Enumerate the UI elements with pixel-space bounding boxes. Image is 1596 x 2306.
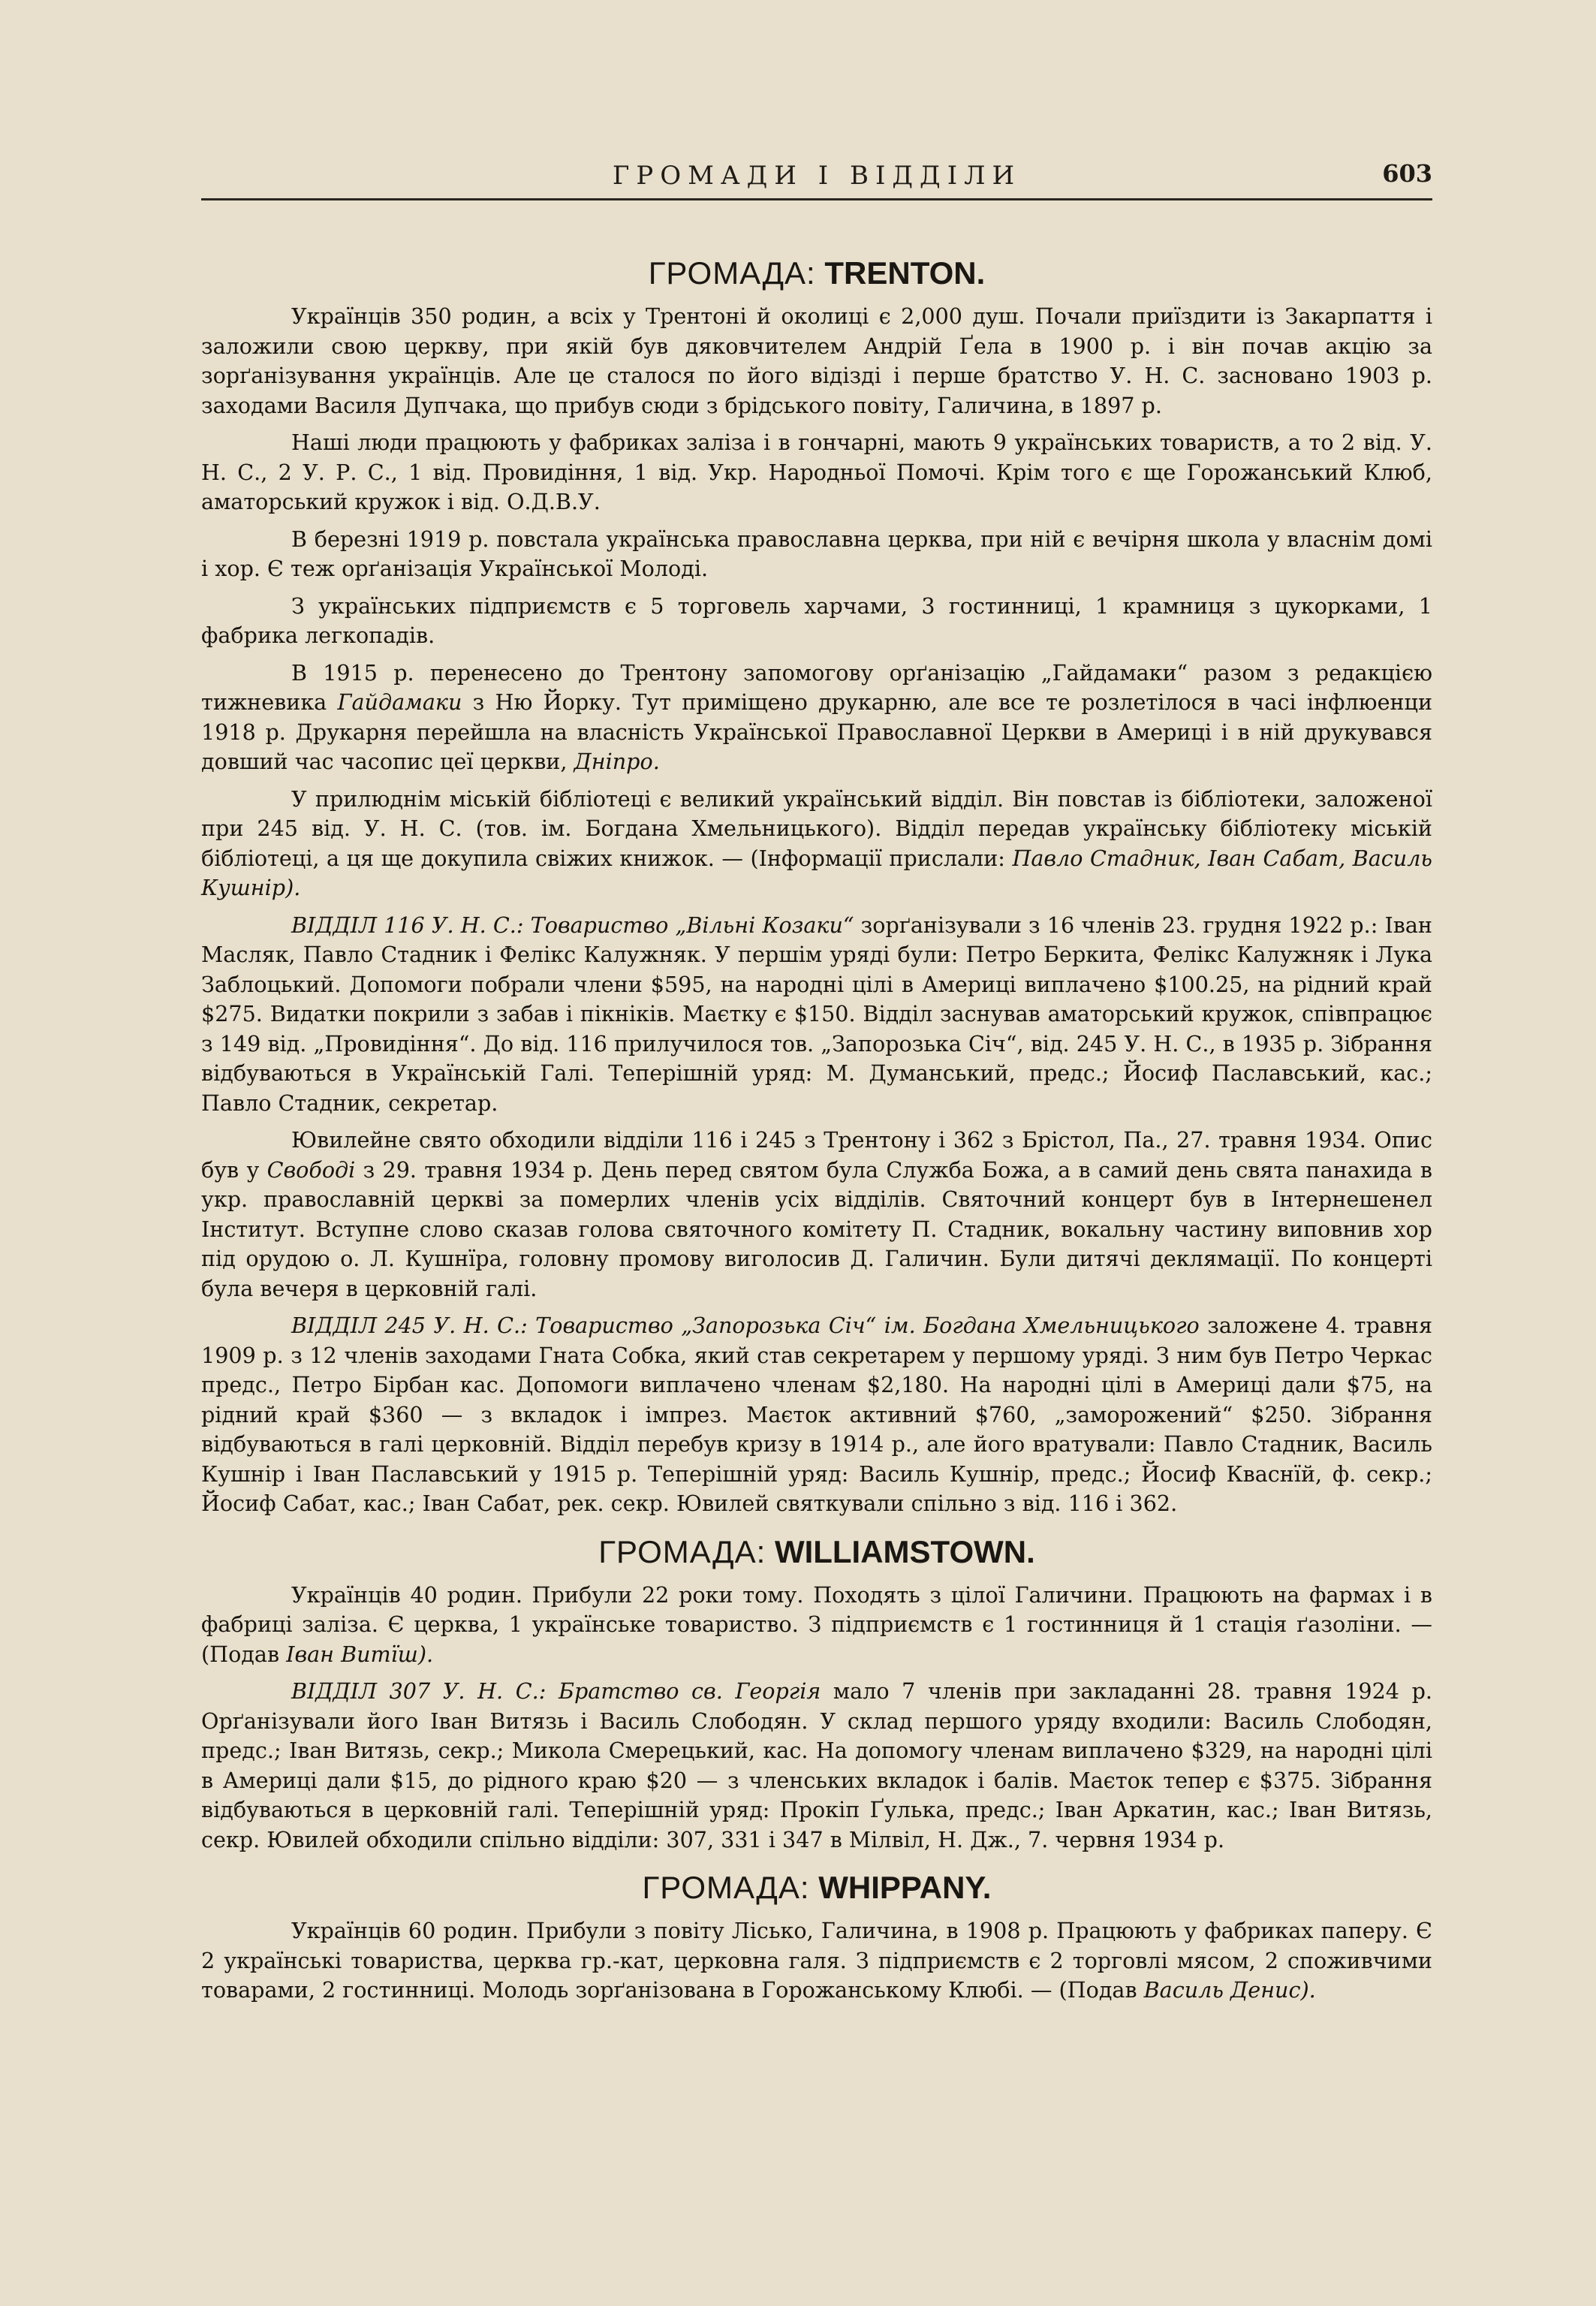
paragraph: З українських підприємств є 5 торговель харчами, 3 гостинниці, 1 крамниця з цукорками, 1 фабрика легкопадів. bbox=[201, 592, 1432, 648]
paragraph bbox=[201, 1126, 1432, 1304]
text-run: В 1915 р. перенесено до Трентону запомогову орґанізацію „Гайдамаки“ разом з редакцією тижневика bbox=[201, 659, 1432, 715]
paragraph: Українців 350 родин, а всіх у Трентоні й околиці є 2,000 душ. Почали приїздити із Закарпаття і заложили свою церкву, при якій був дяковчителем Андрій Ґела в 1900 р. і він почав акцію за зорґанізування українців. Але це сталося по його відізді і перше братство У. Н. С. засновано 1903 р. заходами Василя Дупчака, що прибув сюди з брідського повіту, Галичина, в 1897 р. bbox=[201, 303, 1432, 418]
text-run: з 29. травня 1934 р. День перед святом була Служба Божа, а в самий день свята панахида в укр. православній церкві за померлих членів усіх відділів. Святочний концерт був в Інтернешенел Інститут. Вступне слово сказав голова святочного комітету П. Стадник, вокальну частину виповнив хор під орудою о. Л. Кушнїра, головну промову виголосив Д. Галичин. Були дитячі деклямації. По концерті була вечеря в церковній галі. bbox=[201, 1156, 1433, 1301]
branch-paragraph bbox=[201, 911, 1432, 1119]
italic-text: Гайдамаки bbox=[337, 689, 462, 715]
running-head: ГРОМАДИ І ВІДДІЛИ bbox=[612, 161, 1022, 191]
section-title-trenton bbox=[201, 252, 1432, 294]
paragraph bbox=[201, 1581, 1432, 1670]
page-number: 603 bbox=[1382, 159, 1432, 188]
section-label: ГРОМАДА: bbox=[642, 1870, 810, 1905]
text-run: заложене 4. травня 1909 р. з 12 членів заходами Гната Собка, який став секретарем у першому уряді. З ним був Петро Черкас предс., Петро Бірбан кас. Допомоги виплачено членам $2,180. На народні цілі в Америці дали $75, на рідний край $360 — з вкладок і імпрез. Маєток активний $760, „заморожений“ $250. Зібрання відбуваються в галі церковній. Відділ перебув кризу в 1914 р., але його вратували: Павло Стадник, Василь Кушнір і Іван Паславський у 1915 р. Теперішній уряд: Василь Кушнір, предс.; Йосиф Кваснїй, ф. секр.; Йосиф Сабат, кас.; Іван Сабат, рек. секр. Ювилей святкували спільно з від. 116 і 362. bbox=[201, 1313, 1432, 1516]
italic-text: Павло Стадник, Іван Сабат, Василь Кушнір). bbox=[201, 845, 1432, 900]
section-name: WILLIAMSTOWN. bbox=[774, 1533, 1035, 1569]
italic-text: Свободі bbox=[267, 1156, 356, 1183]
branch-heading: ВІДДІЛ 116 У. Н. С.: Товариство „Вільні Козаки“ bbox=[291, 912, 854, 938]
section-name: WHIPPANY. bbox=[818, 1870, 992, 1905]
paragraph: В березні 1919 р. повстала українська православна церква, при ній є вечірня школа у власнім домі і хор. Є теж орґанізація Української Молоді. bbox=[201, 526, 1432, 581]
section-label: ГРОМАДА: bbox=[648, 255, 816, 291]
paragraph: Наші люди працюють у фабриках заліза і в гончарні, мають 9 українських товариств, а то 2 від. У. Н. С., 2 У. Р. С., 1 від. Провидіння, 1 від. Укр. Народньої Помочі. Крім того є ще Горожанський Клюб, аматорський кружок і від. О.Д.В.У. bbox=[201, 430, 1432, 514]
section-title-williamstown bbox=[201, 1531, 1432, 1573]
page-header bbox=[201, 156, 1432, 200]
branch-heading: ВІДДІЛ 307 У. Н. С.: Братство св. Георгія bbox=[291, 1678, 821, 1704]
paragraph bbox=[201, 659, 1432, 777]
section-name: TRENTON. bbox=[824, 255, 986, 291]
branch-heading: ВІДДІЛ 245 У. Н. С.: Товариство „Запорозька Січ“ ім. Богдана Хмельницького bbox=[291, 1313, 1200, 1338]
text-run: мало 7 членів при закладанні 28. травня 1924 р. Орґанізували його Іван Витязь і Василь Слободян. У склад першого уряду входили: Василь Слободян, предс.; Іван Витязь, секр.; Микола Смерецький, кас. На допомогу членам виплачено $329, на народні цілі в Америці дали $15, до рідного краю $20 — з членських вкладок і балів. Маєток тепер є $375. Зібрання відбуваються в церковній галі. Теперішній уряд: Прокіп Ґулька, предс.; Іван Аркатин, кас.; Іван Витязь, секр. Ювилей обходили спільно відділи: 307, 331 і 347 в Мілвіл, Н. Дж., 7. червня 1934 р. bbox=[201, 1678, 1432, 1852]
section-label: ГРОМАДА: bbox=[598, 1533, 766, 1569]
text-run: з Ню Йорку. Тут приміщено друкарню, але все те розлетілося в часі інфлюенци 1918 р. Друкарня перейшла на власність Української Православної Церкви в Америці і в ній друкувався довший час часопис цеї церкви, bbox=[201, 689, 1432, 774]
paragraph bbox=[201, 785, 1432, 903]
italic-text: Дніпро. bbox=[574, 749, 660, 774]
text-run: У прилюднім міській бібліотеці є великий український відділ. Він повстав із бібліотеки, заложеної при 245 від. У. Н. С. (тов. ім. Богдана Хмельницького). Відділ передав українську бібліотеку міській бібліотеці, а ця ще докупила свіжих книжок. — (Інформації прислали: bbox=[201, 785, 1432, 871]
italic-text: Василь Денис). bbox=[1143, 1977, 1316, 2003]
text-run: Ювилейне свято обходили відділи 116 і 245 з Трентону і 362 з Брістол, Па., 27. травня 1934. Опис був у bbox=[201, 1127, 1432, 1183]
text-run: Українців 60 родин. Прибули з повіту Лісько, Галичина, в 1908 р. Працюють у фабриках паперу. Є 2 українські товариства, церква гр.-кат, церковна галя. З підприємств є 2 торговлі мясом, 2 споживчими товарами, 2 гостинниці. Молодь зорґанізована в Горожанському Клюбі. — (Подав bbox=[201, 1918, 1432, 2003]
italic-text: Іван Витїш). bbox=[286, 1641, 434, 1667]
page-body bbox=[201, 240, 1432, 2013]
branch-paragraph bbox=[201, 1677, 1432, 1855]
branch-paragraph bbox=[201, 1311, 1432, 1519]
section-title-whippany bbox=[201, 1867, 1432, 1909]
text-run: зорґанізували з 16 членів 23. грудня 1922 р.: Іван Масляк, Павло Стадник і Фелікс Калужняк. У першім уряді були: Петро Беркита, Фелікс Калужняк і Лука Заблоцький. Допомоги побрали члени $595, на народні цілі в Америці виплачено $100.25, на рідний край $275. Видатки покрили з забав і пікніків. Маєтку є $150. Відділ заснував аматорський кружок, співпрацює з 149 від. „Провидіння“. До від. 116 прилучилося тов. „Запорозька Січ“, від. 245 У. Н. С., в 1935 р. Зібрання відбуваються в Українській Галі. Теперішній уряд: М. Думанський, предс.; Йосиф Паславський, кас.; Павло Стадник, секретар. bbox=[201, 912, 1432, 1116]
paragraph bbox=[201, 1916, 1432, 2006]
text-run: Українців 40 родин. Прибули 22 роки тому. Походять з цілої Галичини. Працюють на фармах і в фабриці заліза. Є церква, 1 українське товариство. З підприємств є 1 гостинниця й 1 стація ґазоліни. — (Подав bbox=[201, 1581, 1432, 1667]
